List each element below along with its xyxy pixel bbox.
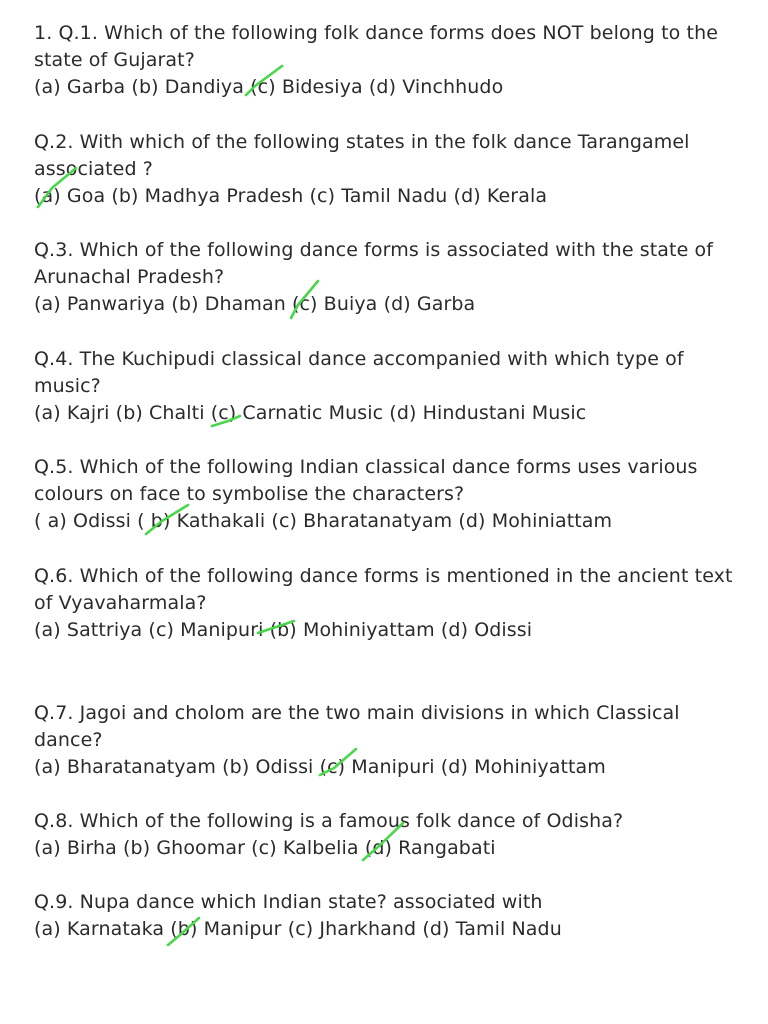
question-3-text-line-2: Arunachal Pradesh? [34, 266, 225, 288]
question-2-text-line-1: Q.2. With which of the following states in the folk dance Tarangamel [34, 131, 690, 153]
question-5-text-line-2: colours on face to symbolise the characters? [34, 483, 465, 505]
question-7 [34, 700, 754, 781]
question-4-text-line-2: music? [34, 375, 101, 397]
question-2-text-line-2: associated ? [34, 158, 153, 180]
question-1-options: (a) Garba (b) Dandiya (c) Bidesiya (d) Vinchhudo [34, 76, 504, 98]
question-3-text-line-1: Q.3. Which of the following dance forms is associated with the state of [34, 239, 714, 261]
question-9-options: (a) Karnataka (b) Manipur (c) Jharkhand (d) Tamil Nadu [34, 918, 562, 940]
question-1-text-line-1: 1. Q.1. Which of the following folk dance forms does NOT belong to the [34, 22, 719, 44]
question-4 [34, 346, 754, 427]
question-2 [34, 129, 754, 210]
question-5 [34, 454, 754, 535]
question-1-text-line-2: state of Gujarat? [34, 49, 195, 71]
question-6-text-line-2: of Vyavaharmala? [34, 592, 207, 614]
question-2-options: (a) Goa (b) Madhya Pradesh (c) Tamil Nadu (d) Kerala [34, 185, 548, 207]
question-7-text-line-1: Q.7. Jagoi and cholom are the two main divisions in which Classical [34, 702, 680, 724]
question-6-options: (a) Sattriya (c) Manipuri (b) Mohiniyattam (d) Odissi [34, 619, 533, 641]
question-6-text-line-1: Q.6. Which of the following dance forms is mentioned in the ancient text [34, 565, 733, 587]
question-3-options: (a) Panwariya (b) Dhaman (c) Buiya (d) Garba [34, 293, 476, 315]
question-5-text-line-1: Q.5. Which of the following Indian classical dance forms uses various [34, 456, 698, 478]
question-1 [34, 20, 754, 101]
question-8-options: (a) Birha (b) Ghoomar (c) Kalbelia (d) Rangabati [34, 837, 496, 859]
question-6 [34, 563, 754, 644]
question-7-options: (a) Bharatanatyam (b) Odissi (c) Manipuri (d) Mohiniyattam [34, 756, 606, 778]
question-5-options: ( a) Odissi ( b) Kathakali (c) Bharatanatyam (d) Mohiniattam [34, 510, 613, 532]
question-8-text-line-1: Q.8. Which of the following is a famous folk dance of Odisha? [34, 810, 624, 832]
question-3 [34, 237, 754, 318]
question-8 [34, 808, 754, 862]
question-9 [34, 889, 754, 943]
question-4-options: (a) Kajri (b) Chalti (c) Carnatic Music (d) Hindustani Music [34, 402, 587, 424]
question-9-text-line-1: Q.9. Nupa dance which Indian state? associated with [34, 891, 543, 913]
question-4-text-line-1: Q.4. The Kuchipudi classical dance accompanied with which type of [34, 348, 684, 370]
question-7-text-line-2: dance? [34, 729, 103, 751]
